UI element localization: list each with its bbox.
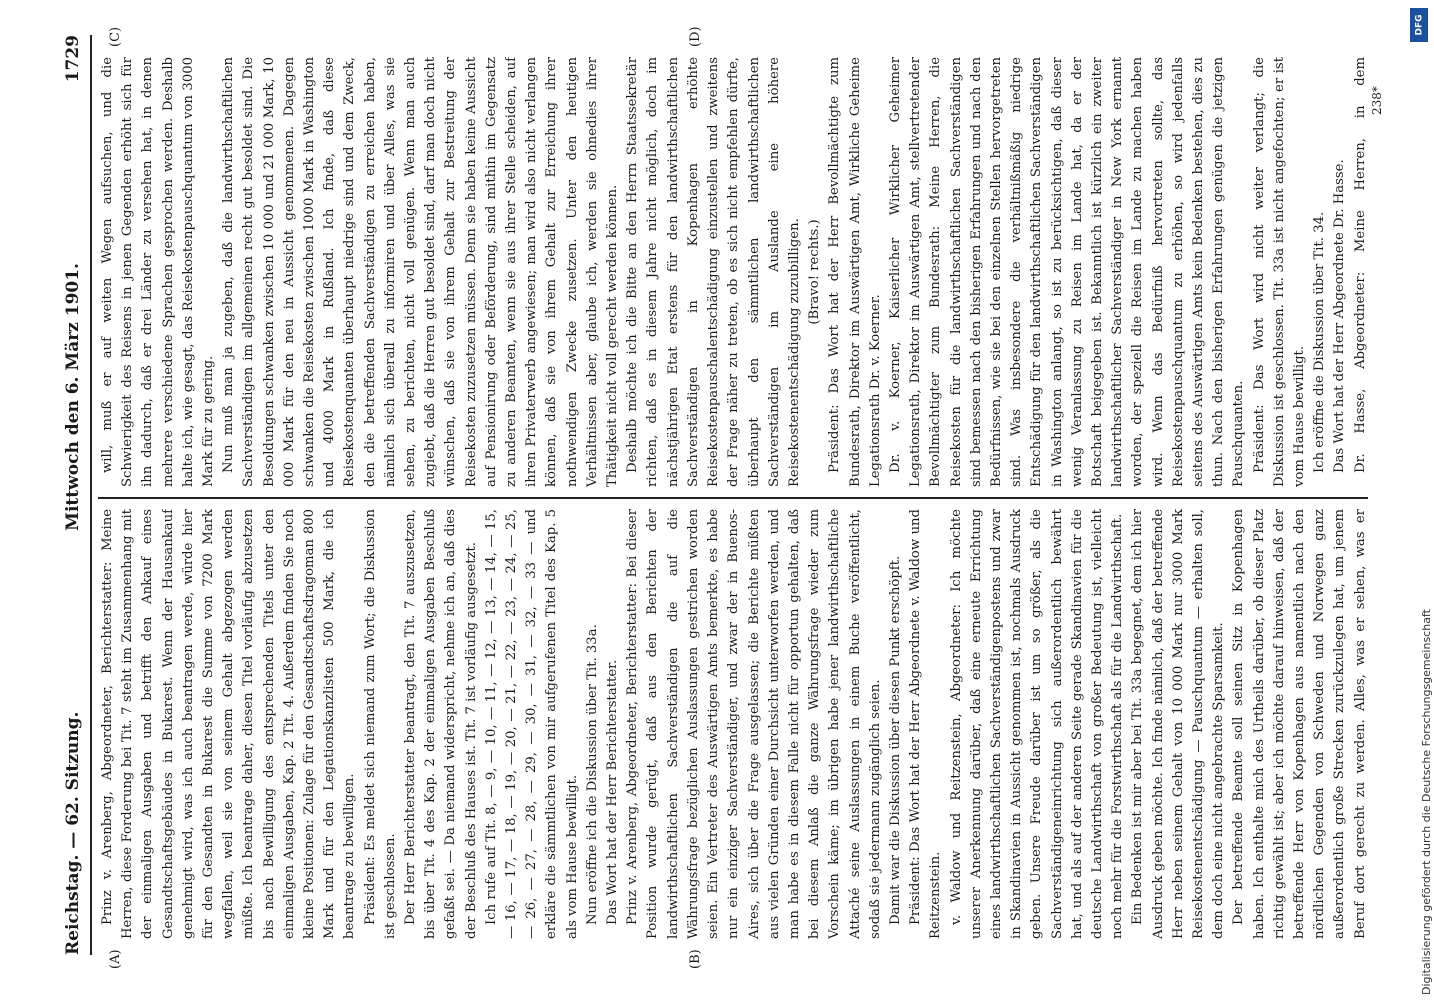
scanned-page [48,25,1388,975]
digitization-credit [1402,0,1432,1000]
margin-letter-a: (A) [108,949,123,969]
margin-letter-d: (D) [688,26,703,47]
paragraph: Deshalb möchte ich die Bitte an den Herrn Staatssekretär richten, daß es in diesem Jahre nicht möglich, doch im nächstjährigen Etat erstens für den landwirthschaftlichen Sachverständigen in Kopenhagen erhöhte Reisekostenpauschalentschädigung einzustellen und zweitens der Frage näher zu treten, ob es sich nicht empfehlen dürfte, überhaupt den sämmtlichen landwirthschaftlichen Sachverständigen im Auslande eine höhere Reisekostenentschädigung zuzubilligen. [625,57,802,487]
header-left: Reichstag. — 62. Sitzung. [63,711,83,955]
dfg-logo [1410,8,1428,42]
paragraph: Präsident: Das Wort hat der Herr Abgeordnete v. Waldow und Reitzenstein. [908,509,944,939]
paragraph: Präsident: Es meldet sich niemand zum Wort; die Diskussion ist geschlossen. [362,509,398,939]
paragraph: Präsident: Das Wort wird nicht weiter verlangt; die Diskussion ist geschlossen. Tit. 33a ist nicht angefochten; er ist vom Hause bewilligt. [1251,57,1307,487]
margin-letter-c: (C) [108,26,123,47]
page-number: 1729 [63,35,83,83]
dfg-logo-text: DFG [1414,14,1425,36]
paragraph: Das Wort hat der Herr Abgeordnete Dr. Hasse. [1332,159,1348,473]
paragraph: Prinz v. Arenberg, Abgeordneter, Berichterstatter: Meine Herren, diese Forderung bei Tit. 7 steht im Zusammenhang mit der einmaligen Ausgaben und betrifft den Ankauf eines Gesandtschaftsgebäudes in Bukarest. Wenn der Hausankauf genehmigt wird, was ich auch beantragen werde, würde hier für den Gesandten in Bukarest die Summe von 7200 Mark wegfallen, weil sie von seinem Gehalt abgezogen werden müßte. Ich beantrage daher, diesen Titel vorläufig abzusetzen bis nach Bewilligung des entsprechenden Titels unter den einmaligen Ausgaben, Kap. 2 Tit. 4. Außerdem finden Sie noch kleine Positionen: Zulage für den Gesandtschaftsdragoman 800 Mark und für den Legationskanzlisten 500 Mark, die ich beantrage zu bewilligen. [100,509,358,939]
signature-mark: 238* [1370,86,1384,115]
paragraph: Der Herr Berichterstatter beantragt, den Tit. 7 auszusetzen, bis über Tit. 4 des Kap. 2 der einmaligen Ausgaben Beschluß gefaßt sei. — Da niemand widerspricht, nehme ich an, daß dies der Beschluß des Hauses ist. Tit. 7 ist vorläufig ausgesetzt. [403,509,479,939]
paragraph: Damit war die Diskussion über diesen Punkt erschöpft. [887,555,903,925]
page-header [56,35,92,955]
paragraph: Nun muß man ja zugeben, daß die landwirthschaftlichen Sachverständigen im allgemeinen recht gut besoldet sind. Die Besoldungen schwanken zwischen 10 000 und 21 000 Mark, 10 000 Mark für den neu in Aussicht genommenen. Dagegen schwanken die Reisekosten zwischen 1000 Mark in Washington und 4000 Mark in Rußland. Ich finde, daß diese Reisekostenquanten überhaupt niedrige sind und dem Zweck, den die betreffenden Sachverständigen zu erreichen haben, nämlich sich überall zu informiren und über Alles, was sie sehen, zu berichten, nicht voll genügen. Wenn man auch zugiebt, daß die Herren gut besoldet sind, darf man doch nicht wünschen, daß sie von ihrem Gehalt zur Bestreitung der Reisekosten zuzusetzen müssen. Denn sie haben keine Aussicht auf Pensionirung oder Beförderung, sind mithin im Gegensatz zu anderen Beamten, wenn sie aus ihrer Stelle scheiden, auf ihren Privaterwerb angewiesen; man wird also nicht verlangen können, daß sie von ihrem Gehalt zur Erreichung ihrer nothwendigen Zwecke zusetzen. Unter den heutigen Verhältnissen aber, glaube ich, werden sie ohnedies ihrer Thätigkeit nicht voll gerecht werden können. [221,57,621,487]
paragraph: will, muß er auf weiten Wegen aufsuchen, und die Schwierigkeit des Reisens in jenen Gegenden erhöht sich für ihn dadurch, daß er drei Länder zu versehen hat, in denen mehrere verschiedene Sprachen gesprochen werden. Deshalb halte ich, wie gesagt, das Reisekostenpauschquantum von 3000 Mark für zu gering. [100,57,217,487]
paragraph: Dr. Hasse, Abgeordneter: Meine Herren, in dem [1352,57,1368,473]
column-divider [98,497,1368,499]
paragraph: Nun eröffne ich die Diskussion über Tit. 33a. [584,624,600,925]
paragraph: (Bravo! rechts.) [807,219,823,325]
header-date: Mittwoch den 6. März 1901. [63,263,83,531]
right-column [98,57,1368,487]
margin-letter-b: (B) [688,949,703,969]
credit-text: Digitalisierung gefördert durch die Deutsche Forschungsgemeinschaft [1420,609,1433,995]
paragraph: Das Wort hat der Herr Berichterstatter. [605,659,621,925]
paragraph: Präsident: Das Wort hat der Herr Bevollmächtigte zum Bundesrath, Direktor im Auswärtigen Amt, Wirkliche Geheime Legationsrath Dr. v. Koerner. [827,57,883,487]
paragraph: Dr. v. Koerner, Kaiserlicher Wirklicher Geheimer Legationsrath, Direktor im Auswärtigen Amt, stellvertretender Bevollmächtigter zum Bundesrath: Meine Herren, die Reisekosten für die landwirthschaftlichen Sachverständigen sind bemessen nach den bisherigen Erfahrungen und nach den Bedürfnissen, wie sie bei den einzelnen Stellen hervorgetreten sind. Was insbesondere die verhältnißmäßig niedrige Entschädigung für den landwirthschaftlichen Sachverständigen in Washington anlangt, so ist zu berücksichtigen, daß dieser wenig Veranlassung zu Reisen im Lande hat, da er der Botschaft beigegeben ist. Bekanntlich ist kürzlich ein zweiter landwirthschaftlicher Sachverständiger in New York ernannt worden, der speziell die Reisen im Lande zu machen haben wird. Wenn das Bedürfniß hervortreten sollte, das Reisekostenpauschquantum zu erhöhen, so wird jedenfalls seitens des Auswärtigen Amts kein Bedenken bestehen, dies zu thun. Nach den bisherigen Erfahrungen genügen die jetzigen Pauschquanten. [887,57,1247,487]
paragraph: Ich rufe auf Tit. 8, — 9, — 10, — 11, — 12, — 13, — 14, — 15, — 16, — 17, — 18, — 19, — 20, — 21, — 22, — 23, — 24, — 25, — 26, — 27, — 28, — 29, — 30, — 31, — 32, — 33 — und erkläre die sämmtlichen von mir aufgerufenen Titel des Kap. 5 als vom Hause bewilligt. [483,509,580,939]
paragraph: Ein Bedenken ist mir aber bei Tit. 33a begegnet, dem ich hier Ausdruck geben möchte. Ich finde nämlich, daß der betreffende Herr neben seinem Gehalt von 10 000 Mark nur 3000 Mark Reisekostenentschädigung — Pauschquantum — erhalten soll, dem doch eine nicht angebrachte Sparsamkeit. [1130,509,1227,939]
paragraph: Prinz v. Arenberg, Abgeordneter, Berichterstatter: Bei dieser Position wurde gerügt, daß aus den Berichten der landwirthschaftlichen Sachverständigen die auf die Währungsfrage bezüglichen Auslassungen gestrichen worden seien. Ein Vertreter des Auswärtigen Amts bemerkte, es habe nur ein einziger Sachverständiger, und zwar der in Buenos-Aires, sich über die Frage ausgelassen; die Berichte müßten aus vielen Gründen einer Durchsicht unterworfen werden, und man habe es in diesem Falle nicht für opportun gehalten, daß bei diesem Anlaß die ganze Währungsfrage wieder zum Vorschein käme; im übrigen habe jener landwirthschaftliche Attaché seine Auslassungen in einem Buche veröffentlicht, sodaß sie jedermann zugänglich seien. [625,509,883,939]
left-column [98,509,1368,939]
paragraph: v. Waldow und Reitzenstein, Abgeordneter: Ich möchte unserer Anerkennung darüber, daß eine erneute Errichtung eines landwirthschaftlichen Sachverständigenpostens und zwar in Skandinavien in Aussicht genommen ist, nochmals Ausdruck geben. Unsere Freude darüber ist um so größer, als die Sachverständigeneinrichtung sich außerordentlich bewährt hat, und als auf der anderen Seite gerade Skandinavien für die deutsche Landwirthschaft von großer Bedeutung ist, vielleicht noch mehr für die Forstwirthschaft als für die Landwirthschaft. [948,509,1126,939]
paragraph: Ich eröffne die Diskussion über Tit. 34. [1312,211,1328,473]
paragraph: Der betreffende Beamte soll seinen Sitz in Kopenhagen haben. Ich enthalte mich des Urtheils darüber, ob dieser Platz richtig gewählt ist; aber ich möchte darauf hinweisen, daß der betreffende Herr von Kopenhagen aus namentlich nach den nördlichen Gegenden von Schweden und Norwegen ganz außerordentlich große Strecken zurückzulegen hat, um jenem Beruf dort gerecht zu werden. Alles, was er sehen, was er [1231,509,1368,939]
